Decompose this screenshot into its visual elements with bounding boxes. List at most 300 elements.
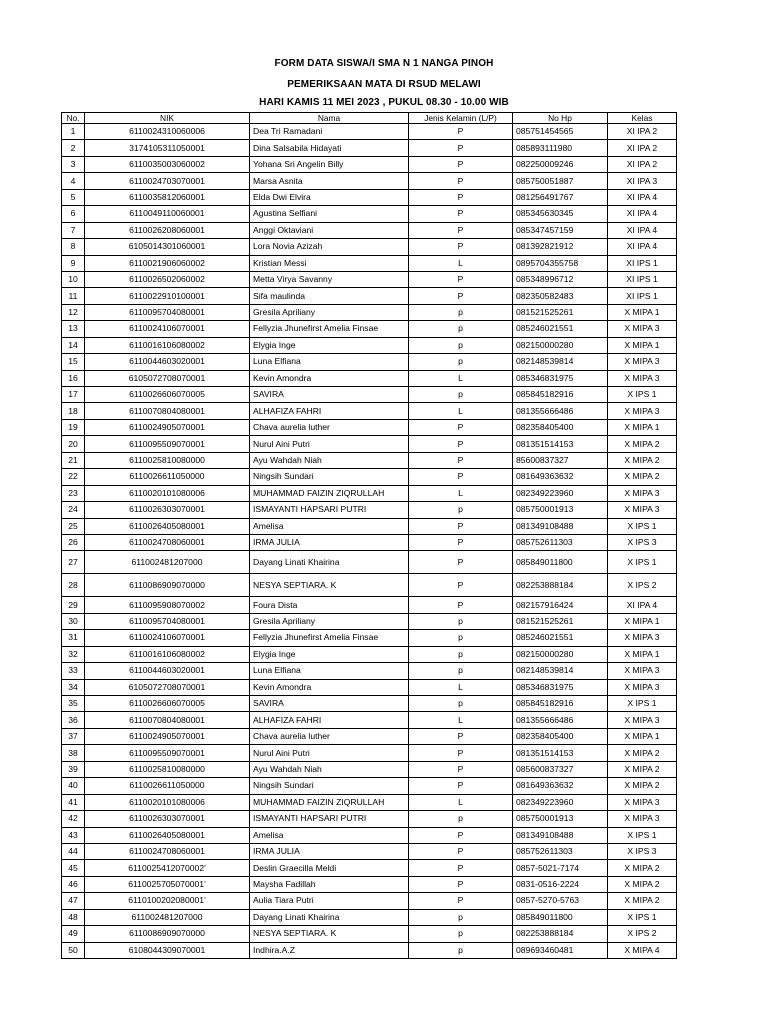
table-row [62, 124, 677, 140]
cell-no: 39 [62, 761, 85, 777]
cell-jenis-kelamin: p [409, 387, 513, 403]
cell-jenis-kelamin: p [409, 613, 513, 629]
col-header-no-hp: No Hp [513, 113, 608, 124]
cell-jenis-kelamin: P [409, 419, 513, 435]
table-row [62, 206, 677, 222]
cell-no: 43 [62, 827, 85, 843]
cell-jenis-kelamin: p [409, 321, 513, 337]
cell-nama: ISMAYANTI HAPSARI PUTRI [250, 811, 409, 827]
cell-kelas: XI IPS 1 [608, 271, 677, 287]
cell-no: 2 [62, 140, 85, 156]
table-row [62, 630, 677, 646]
cell-kelas: X MIPA 2 [608, 452, 677, 468]
cell-nama: Fellyzia Jhunefirst Amelia Finsae [250, 321, 409, 337]
cell-kelas: X MIPA 2 [608, 469, 677, 485]
cell-kelas: X MIPA 1 [608, 337, 677, 353]
cell-no: 9 [62, 255, 85, 271]
table-row [62, 761, 677, 777]
cell-no: 4 [62, 173, 85, 189]
col-header-nama: Nama [250, 113, 409, 124]
cell-no: 21 [62, 452, 85, 468]
cell-no: 22 [62, 469, 85, 485]
cell-no-hp: 085750001913 [513, 811, 608, 827]
table-row [62, 843, 677, 859]
cell-nama: ISMAYANTI HAPSARI PUTRI [250, 502, 409, 518]
cell-jenis-kelamin: P [409, 173, 513, 189]
table-row [62, 893, 677, 909]
cell-no: 46 [62, 876, 85, 892]
cell-no: 14 [62, 337, 85, 353]
cell-no: 3 [62, 156, 85, 172]
cell-nama: Dayang Linati Khairina [250, 909, 409, 925]
cell-no-hp: 081392821912 [513, 239, 608, 255]
cell-nama: Chava aurelia luther [250, 728, 409, 744]
cell-no: 26 [62, 534, 85, 550]
cell-no: 30 [62, 613, 85, 629]
cell-nik: 6110086909070000 [85, 926, 250, 942]
cell-nik: 6105072708070001 [85, 679, 250, 695]
cell-nama: Dea Tri Ramadani [250, 124, 409, 140]
cell-jenis-kelamin: P [409, 140, 513, 156]
cell-nama: Luna Elfiana [250, 354, 409, 370]
cell-no: 28 [62, 574, 85, 597]
cell-kelas: X MIPA 2 [608, 778, 677, 794]
cell-no: 12 [62, 304, 85, 320]
cell-kelas: X IPS 3 [608, 534, 677, 550]
cell-kelas: XI IPA 4 [608, 239, 677, 255]
cell-kelas: XI IPA 2 [608, 156, 677, 172]
cell-no-hp: 085246021551 [513, 630, 608, 646]
cell-jenis-kelamin: p [409, 502, 513, 518]
cell-kelas: X MIPA 2 [608, 436, 677, 452]
table-row [62, 860, 677, 876]
cell-nama: Kevin Amondra [250, 679, 409, 695]
cell-nama: ALHAFIZA FAHRI [250, 403, 409, 419]
cell-nama: Gresila Apriliany [250, 304, 409, 320]
table-row [62, 728, 677, 744]
cell-no-hp: 085845182916 [513, 387, 608, 403]
cell-nik: 6110035812060001 [85, 189, 250, 205]
col-header-jenis-kelamin: Jenis Kelamin (L/P) [409, 113, 513, 124]
cell-kelas: X MIPA 3 [608, 403, 677, 419]
table-row [62, 436, 677, 452]
cell-nik: 6110035003060002 [85, 156, 250, 172]
cell-kelas: XI IPA 4 [608, 222, 677, 238]
cell-no-hp: 081351514153 [513, 436, 608, 452]
table-row [62, 551, 677, 574]
table-row [62, 419, 677, 435]
table-body [62, 124, 677, 959]
table-row [62, 485, 677, 501]
cell-nama: NESYA SEPTIARA. K [250, 926, 409, 942]
cell-kelas: X IPS 2 [608, 926, 677, 942]
cell-kelas: X MIPA 3 [608, 679, 677, 695]
cell-kelas: XI IPA 4 [608, 206, 677, 222]
cell-no: 42 [62, 811, 85, 827]
cell-nik: 6110095908070002 [85, 597, 250, 613]
cell-no: 40 [62, 778, 85, 794]
table-row [62, 387, 677, 403]
cell-kelas: X MIPA 3 [608, 321, 677, 337]
cell-no-hp: 082253888184 [513, 926, 608, 942]
cell-nama: MUHAMMAD FAIZIN ZIQRULLAH [250, 485, 409, 501]
table-row [62, 646, 677, 662]
cell-nik: 6110016106080002 [85, 337, 250, 353]
cell-no-hp: 085347457159 [513, 222, 608, 238]
cell-no: 27 [62, 551, 85, 574]
cell-jenis-kelamin: P [409, 574, 513, 597]
table-row [62, 403, 677, 419]
cell-nik: 6110026606070005 [85, 696, 250, 712]
cell-no-hp: 081256491767 [513, 189, 608, 205]
cell-jenis-kelamin: P [409, 222, 513, 238]
cell-kelas: X IPS 1 [608, 696, 677, 712]
cell-no: 29 [62, 597, 85, 613]
cell-jenis-kelamin: P [409, 189, 513, 205]
cell-nama: Luna Elfiana [250, 663, 409, 679]
cell-nik: 6110026303070001 [85, 502, 250, 518]
cell-nama: Elygia Inge [250, 646, 409, 662]
table-row [62, 613, 677, 629]
cell-nik: 6110024106070001 [85, 321, 250, 337]
cell-nik: 6110044603020001 [85, 663, 250, 679]
cell-no: 38 [62, 745, 85, 761]
cell-nik: 6110026208060001 [85, 222, 250, 238]
cell-no-hp: 081351514153 [513, 745, 608, 761]
cell-nama: Anggi Oktaviani [250, 222, 409, 238]
cell-no: 10 [62, 271, 85, 287]
cell-nama: Gresila Apriliany [250, 613, 409, 629]
cell-no-hp: 082358405400 [513, 419, 608, 435]
cell-jenis-kelamin: P [409, 206, 513, 222]
cell-no: 25 [62, 518, 85, 534]
table-row [62, 518, 677, 534]
cell-jenis-kelamin: p [409, 337, 513, 353]
cell-no-hp: 85600837327 [513, 452, 608, 468]
cell-nik: 6110024106070001 [85, 630, 250, 646]
cell-jenis-kelamin: L [409, 255, 513, 271]
cell-jenis-kelamin: P [409, 761, 513, 777]
table-row [62, 745, 677, 761]
cell-no: 18 [62, 403, 85, 419]
cell-nik: 6110070804080001 [85, 712, 250, 728]
cell-no: 36 [62, 712, 85, 728]
cell-jenis-kelamin: P [409, 551, 513, 574]
cell-nama: ALHAFIZA FAHRI [250, 712, 409, 728]
cell-nik: 6110026606070005 [85, 387, 250, 403]
cell-nama: Kevin Amondra [250, 370, 409, 386]
cell-nama: Nurul Aini Putri [250, 745, 409, 761]
cell-nik: 6110022910100001 [85, 288, 250, 304]
cell-jenis-kelamin: P [409, 860, 513, 876]
cell-no-hp: 085752611303 [513, 843, 608, 859]
cell-jenis-kelamin: p [409, 811, 513, 827]
cell-jenis-kelamin: p [409, 942, 513, 958]
cell-no-hp: 085600837327 [513, 761, 608, 777]
cell-jenis-kelamin: P [409, 843, 513, 859]
cell-no: 1 [62, 124, 85, 140]
cell-no: 16 [62, 370, 85, 386]
table-row [62, 304, 677, 320]
table-row [62, 288, 677, 304]
cell-nama: Ningsih Sundari [250, 778, 409, 794]
cell-kelas: X MIPA 1 [608, 646, 677, 662]
cell-nama: Ayu Wahdah Niah [250, 452, 409, 468]
cell-jenis-kelamin: p [409, 646, 513, 662]
cell-jenis-kelamin: P [409, 271, 513, 287]
cell-no-hp: 085346831975 [513, 679, 608, 695]
cell-kelas: X IPS 1 [608, 827, 677, 843]
cell-nik: 6110026405080001 [85, 827, 250, 843]
table-row [62, 222, 677, 238]
cell-jenis-kelamin: P [409, 893, 513, 909]
table-row [62, 502, 677, 518]
col-header-no: No. [62, 113, 85, 124]
cell-jenis-kelamin: P [409, 469, 513, 485]
cell-nik: 6110024708060001 [85, 534, 250, 550]
cell-kelas: XI IPS 1 [608, 288, 677, 304]
cell-nik: 6110025412070002' [85, 860, 250, 876]
table-row [62, 811, 677, 827]
cell-jenis-kelamin: P [409, 288, 513, 304]
cell-no: 6 [62, 206, 85, 222]
table-row [62, 679, 677, 695]
cell-jenis-kelamin: p [409, 663, 513, 679]
cell-no-hp: 081349108488 [513, 518, 608, 534]
cell-nama: Metta Virya Savanny [250, 271, 409, 287]
cell-no: 7 [62, 222, 85, 238]
cell-jenis-kelamin: p [409, 926, 513, 942]
cell-nik: 6110024905070001 [85, 419, 250, 435]
cell-jenis-kelamin: p [409, 909, 513, 925]
cell-jenis-kelamin: L [409, 794, 513, 810]
table-row [62, 140, 677, 156]
cell-jenis-kelamin: p [409, 696, 513, 712]
cell-no: 48 [62, 909, 85, 925]
cell-no: 5 [62, 189, 85, 205]
cell-no-hp: 085750051887 [513, 173, 608, 189]
cell-no: 41 [62, 794, 85, 810]
cell-kelas: XI IPS 1 [608, 255, 677, 271]
cell-kelas: X MIPA 3 [608, 354, 677, 370]
table-row [62, 909, 677, 925]
cell-no: 20 [62, 436, 85, 452]
table-row [62, 794, 677, 810]
cell-kelas: X IPS 1 [608, 387, 677, 403]
form-title: FORM DATA SISWA/I SMA N 1 NANGA PINOH [274, 58, 494, 69]
cell-no-hp: 082253888184 [513, 574, 608, 597]
cell-no-hp: 082148539814 [513, 354, 608, 370]
cell-nik: 6110086909070000 [85, 574, 250, 597]
cell-nik: 6110024310060006 [85, 124, 250, 140]
cell-no-hp: 082358405400 [513, 728, 608, 744]
table-row [62, 452, 677, 468]
cell-no: 19 [62, 419, 85, 435]
cell-no-hp: 085893111980 [513, 140, 608, 156]
cell-nama: Aulia Tiara Putri [250, 893, 409, 909]
cell-jenis-kelamin: P [409, 827, 513, 843]
cell-no-hp: 082250009246 [513, 156, 608, 172]
cell-no-hp: 0857-5270-5763 [513, 893, 608, 909]
cell-no-hp: 081521525261 [513, 304, 608, 320]
col-header-kelas: Kelas [608, 113, 677, 124]
cell-no: 15 [62, 354, 85, 370]
cell-kelas: X MIPA 2 [608, 860, 677, 876]
cell-nama: Deslin Graecilla Meldi [250, 860, 409, 876]
cell-no-hp: 081649363632 [513, 469, 608, 485]
cell-nama: Yohana Sri Angelin Billy [250, 156, 409, 172]
cell-no-hp: 085345630345 [513, 206, 608, 222]
cell-kelas: X IPS 1 [608, 909, 677, 925]
cell-nik: 6108044309070001 [85, 942, 250, 958]
cell-no-hp: 081521525261 [513, 613, 608, 629]
cell-nik: 6110020101080006 [85, 794, 250, 810]
cell-nama: IRMA JULIA [250, 843, 409, 859]
cell-nama: Amelisa [250, 518, 409, 534]
cell-kelas: XI IPA 4 [608, 189, 677, 205]
cell-kelas: X MIPA 3 [608, 630, 677, 646]
cell-kelas: X MIPA 2 [608, 745, 677, 761]
cell-no-hp: 085246021551 [513, 321, 608, 337]
cell-nama: Ayu Wahdah Niah [250, 761, 409, 777]
cell-jenis-kelamin: P [409, 728, 513, 744]
cell-kelas: X MIPA 3 [608, 794, 677, 810]
cell-nik: 6110025705070001' [85, 876, 250, 892]
cell-kelas: X MIPA 1 [608, 613, 677, 629]
cell-nama: Sifa maulinda [250, 288, 409, 304]
cell-kelas: XI IPA 2 [608, 140, 677, 156]
table-row [62, 156, 677, 172]
cell-nama: SAVIRA [250, 387, 409, 403]
cell-nik: 6110024708060001 [85, 843, 250, 859]
table-row [62, 255, 677, 271]
cell-no-hp: 085348996712 [513, 271, 608, 287]
cell-nama: Indhira.A.Z [250, 942, 409, 958]
cell-no-hp: 0831-0516-2224 [513, 876, 608, 892]
cell-nik: 6110095704080001 [85, 304, 250, 320]
form-date-time: HARI KAMIS 11 MEI 2023 , PUKUL 08.30 - 10.00 WIB [259, 97, 509, 108]
cell-nama: Amelisa [250, 827, 409, 843]
table-row [62, 778, 677, 794]
cell-no: 50 [62, 942, 85, 958]
cell-kelas: X MIPA 2 [608, 761, 677, 777]
cell-no: 8 [62, 239, 85, 255]
cell-no: 31 [62, 630, 85, 646]
cell-nama: Kristian Messi [250, 255, 409, 271]
cell-nama: Marsa Asnita [250, 173, 409, 189]
table-row [62, 712, 677, 728]
cell-nik: 6110024703070001 [85, 173, 250, 189]
cell-nik: 6110026405080001 [85, 518, 250, 534]
cell-no: 37 [62, 728, 85, 744]
cell-no-hp: 082148539814 [513, 663, 608, 679]
cell-kelas: X IPS 3 [608, 843, 677, 859]
cell-no-hp: 081349108488 [513, 827, 608, 843]
table-row [62, 574, 677, 597]
cell-kelas: X MIPA 3 [608, 370, 677, 386]
cell-no: 35 [62, 696, 85, 712]
cell-no: 45 [62, 860, 85, 876]
cell-nama: NESYA SEPTIARA. K [250, 574, 409, 597]
cell-no: 49 [62, 926, 85, 942]
cell-kelas: X MIPA 2 [608, 893, 677, 909]
cell-nama: MUHAMMAD FAIZIN ZIQRULLAH [250, 794, 409, 810]
cell-jenis-kelamin: P [409, 745, 513, 761]
cell-no-hp: 085845182916 [513, 696, 608, 712]
cell-nik: 6110026502060002 [85, 271, 250, 287]
cell-no-hp: 081355666486 [513, 403, 608, 419]
table-row [62, 534, 677, 550]
cell-no: 33 [62, 663, 85, 679]
cell-nik: 6110021906060002 [85, 255, 250, 271]
cell-nik: 6110044603020001 [85, 354, 250, 370]
cell-nik: 6110025810080000 [85, 452, 250, 468]
cell-jenis-kelamin: p [409, 354, 513, 370]
table-row [62, 926, 677, 942]
cell-no-hp: 082349223960 [513, 485, 608, 501]
cell-kelas: X MIPA 3 [608, 502, 677, 518]
cell-kelas: X MIPA 2 [608, 876, 677, 892]
cell-no-hp: 082150000280 [513, 337, 608, 353]
cell-kelas: X IPS 1 [608, 551, 677, 574]
cell-no-hp: 085849011800 [513, 909, 608, 925]
cell-nama: Chava aurelia luther [250, 419, 409, 435]
cell-nama: Dina Salsabila Hidayati [250, 140, 409, 156]
cell-kelas: X MIPA 3 [608, 663, 677, 679]
cell-nama: IRMA JULIA [250, 534, 409, 550]
cell-jenis-kelamin: P [409, 452, 513, 468]
cell-no-hp: 085750001913 [513, 502, 608, 518]
cell-no: 13 [62, 321, 85, 337]
cell-no-hp: 085751454565 [513, 124, 608, 140]
cell-jenis-kelamin: L [409, 679, 513, 695]
cell-no-hp: 085752611303 [513, 534, 608, 550]
cell-jenis-kelamin: p [409, 630, 513, 646]
cell-no: 47 [62, 893, 85, 909]
cell-kelas: X MIPA 3 [608, 485, 677, 501]
cell-nik: 6110016106080002 [85, 646, 250, 662]
cell-jenis-kelamin: P [409, 778, 513, 794]
cell-nama: Agustina Selfiani [250, 206, 409, 222]
cell-kelas: XI IPA 2 [608, 124, 677, 140]
cell-nama: Elygia Inge [250, 337, 409, 353]
cell-nik: 6110095509070001 [85, 745, 250, 761]
cell-no: 24 [62, 502, 85, 518]
cell-no: 32 [62, 646, 85, 662]
table-row [62, 663, 677, 679]
table-row [62, 239, 677, 255]
cell-no-hp: 082350582483 [513, 288, 608, 304]
cell-nik: 6110025810080000 [85, 761, 250, 777]
cell-no-hp: 0857-5021-7174 [513, 860, 608, 876]
cell-jenis-kelamin: L [409, 712, 513, 728]
table-row [62, 942, 677, 958]
cell-nama: Lora Novia Azizah [250, 239, 409, 255]
cell-nama: SAVIRA [250, 696, 409, 712]
student-table [61, 112, 677, 959]
cell-nama: Dayang Linati Khairina [250, 551, 409, 574]
cell-no: 17 [62, 387, 85, 403]
cell-nama: Maysha Fadillah [250, 876, 409, 892]
cell-jenis-kelamin: P [409, 239, 513, 255]
cell-nik: 611002481207000 [85, 551, 250, 574]
cell-nama: Foura Dista [250, 597, 409, 613]
cell-kelas: X MIPA 1 [608, 419, 677, 435]
cell-nik: 6110095509070001 [85, 436, 250, 452]
table-row [62, 173, 677, 189]
cell-nik: 3174105311050001 [85, 140, 250, 156]
cell-kelas: X MIPA 3 [608, 712, 677, 728]
